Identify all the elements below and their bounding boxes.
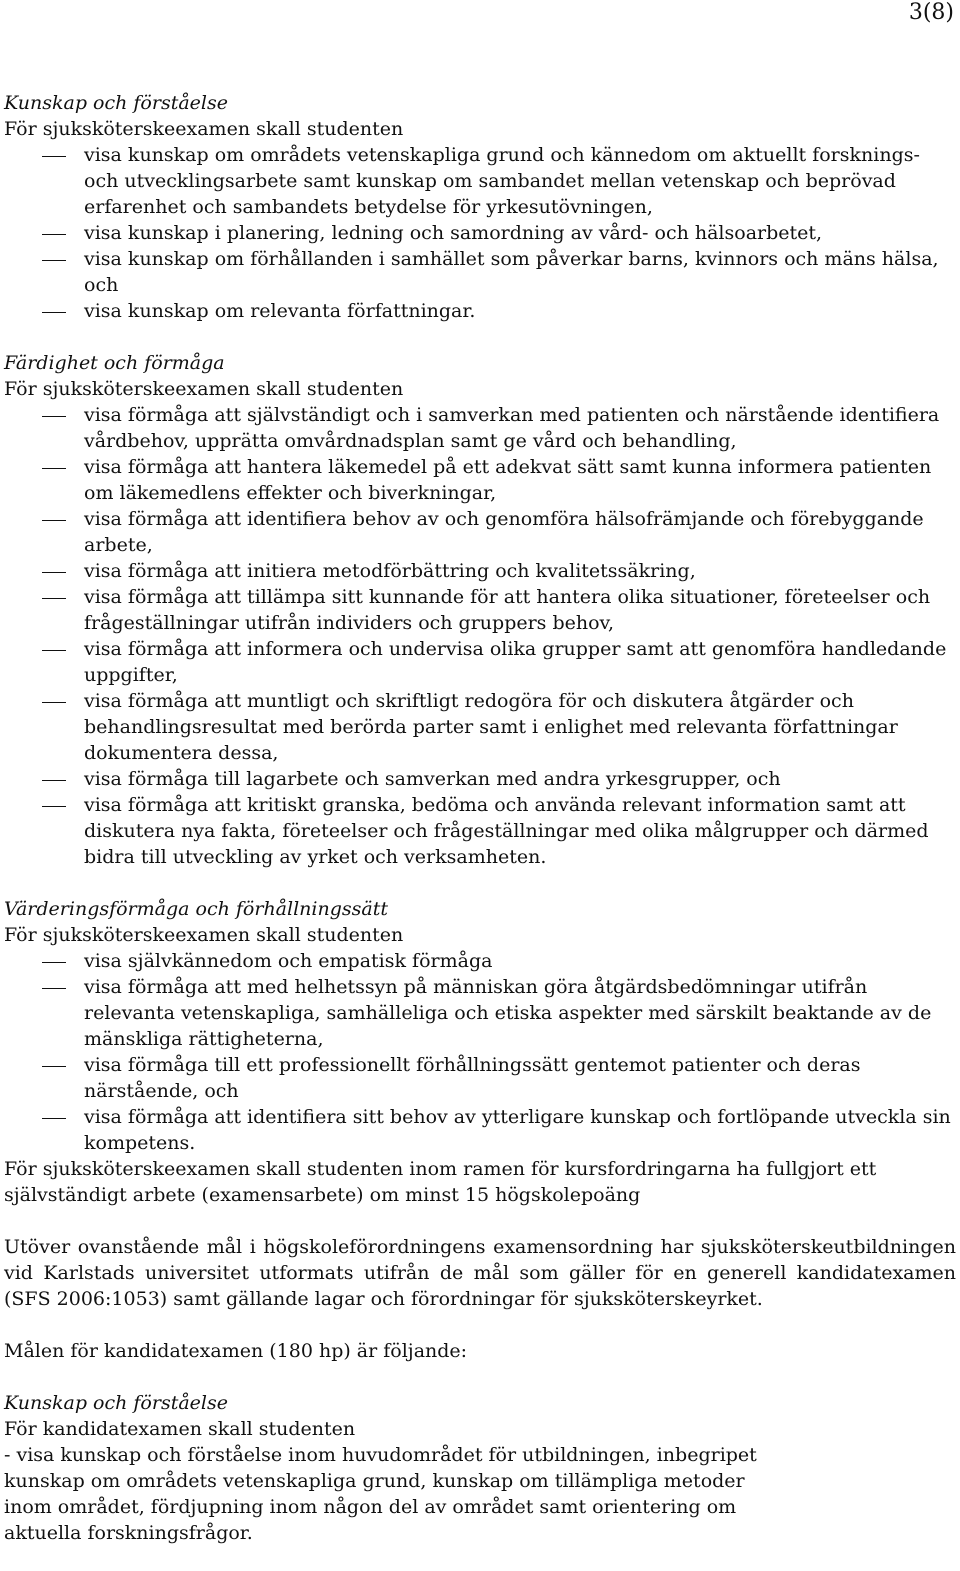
section-kandidat (4, 1390, 956, 1546)
dash-bullet (4, 974, 84, 1052)
text-line: - visa kunskap och förståelse inom huvudområdet för utbildningen, inbegripet (4, 1444, 757, 1466)
section-heading: Färdighet och förmåga (4, 352, 225, 374)
section-intro: För sjuksköterskeexamen skall studenten (4, 924, 404, 946)
text-line: kunskap om områdets vetenskapliga grund, kunskap om tillämpliga metoder (4, 1470, 745, 1492)
dash-bullet (4, 220, 84, 246)
goal-list (4, 402, 956, 870)
document-body (4, 90, 956, 1546)
goal-list (4, 948, 956, 1156)
list-item: visa självkännedom och empatisk förmåga (4, 948, 956, 974)
section-intro: För sjuksköterskeexamen skall studenten (4, 118, 404, 140)
goals-intro: Målen för kandidatexamen (180 hp) är följande: (4, 1340, 468, 1362)
dash-bullet (4, 766, 84, 792)
dash-bullet (4, 1052, 84, 1104)
body-paragraph: Utöver ovanstående mål i högskoleförordningens examensordning har sjuksköterskeutbildningen vid Karlstads universitet utformats utifrån de mål som gäller för en generell kandidatexamen (SFS 2006:1053) samt gällande lagar och förordningar för sjuksköterskeyrket. (4, 1236, 956, 1310)
section-heading: Värderingsförmåga och förhållningssätt (4, 898, 388, 920)
section-vardering (4, 896, 956, 1208)
list-item: visa förmåga att hantera läkemedel på ett adekvat sätt samt kunna informera patienten om läkemedlens effekter och biverkningar, (4, 454, 956, 506)
section-kunskap (4, 90, 956, 324)
list-item: visa förmåga att initiera metodförbättring och kvalitetssäkring, (4, 558, 956, 584)
dash-bullet (4, 688, 84, 766)
section-heading: Kunskap och förståelse (4, 1392, 228, 1414)
page-number: 3(8) (908, 0, 954, 25)
list-item: visa kunskap i planering, ledning och samordning av vård- och hälsoarbetet, (4, 220, 956, 246)
list-item: visa förmåga att informera och undervisa olika grupper samt att genomföra handledande uppgifter, (4, 636, 956, 688)
list-item: visa förmåga att tillämpa sitt kunnande för att hantera olika situationer, företeelser och frågeställningar utifrån individers och gruppers behov, (4, 584, 956, 636)
dash-bullet (4, 246, 84, 298)
dash-bullet (4, 558, 84, 584)
dash-bullet (4, 636, 84, 688)
list-item: visa förmåga att med helhetssyn på människan göra åtgärdsbedömningar utifrån relevanta vetenskapliga, samhälleliga och etiska aspekter med särskilt beaktande av de mänskliga rättigheterna, (4, 974, 956, 1052)
goal-list (4, 142, 956, 324)
list-item: visa förmåga att självständigt och i samverkan med patienten och närstående identifiera vårdbehov, upprätta omvårdnadsplan samt ge vård och behandling, (4, 402, 956, 454)
dash-bullet (4, 1104, 84, 1156)
list-item: visa förmåga till ett professionellt förhållningssätt gentemot patienter och deras närstående, och (4, 1052, 956, 1104)
dash-bullet (4, 142, 84, 220)
text-line: aktuella forskningsfrågor. (4, 1522, 253, 1544)
thesis-requirement: För sjuksköterskeexamen skall studenten inom ramen för kursfordringarna ha fullgjort ett självständigt arbete (examensarbete) om minst 15 högskolepoäng (4, 1158, 877, 1206)
list-item: visa förmåga till lagarbete och samverkan med andra yrkesgrupper, och (4, 766, 956, 792)
section-intro: För kandidatexamen skall studenten (4, 1418, 356, 1440)
list-item: visa förmåga att identifiera sitt behov av ytterligare kunskap och fortlöpande utveckla sin kompetens. (4, 1104, 956, 1156)
dash-bullet (4, 792, 84, 870)
list-item: visa förmåga att kritiskt granska, bedöma och använda relevant information samt att diskutera nya fakta, företeelser och frågeställningar med olika målgrupper och därmed bidra till utveckling av yrket och verksamheten. (4, 792, 956, 870)
dash-bullet (4, 584, 84, 636)
dash-bullet (4, 298, 84, 324)
list-item: visa förmåga att muntligt och skriftligt redogöra för och diskutera åtgärder och behandlingsresultat med berörda parter samt i enlighet med relevanta författningar dokumentera dessa, (4, 688, 956, 766)
list-item: visa kunskap om förhållanden i samhället som påverkar barns, kvinnors och mäns hälsa, och (4, 246, 956, 298)
list-item: visa kunskap om relevanta författningar. (4, 298, 956, 324)
section-fardighet (4, 350, 956, 870)
dash-bullet (4, 506, 84, 558)
list-item: visa kunskap om områdets vetenskapliga grund och kännedom om aktuellt forsknings- och utvecklingsarbete samt kunskap om sambandet mellan vetenskap och beprövad erfarenhet och sambandets betydelse för yrkesutövningen, (4, 142, 956, 220)
dash-bullet (4, 402, 84, 454)
section-intro: För sjuksköterskeexamen skall studenten (4, 378, 404, 400)
dash-bullet (4, 948, 84, 974)
text-line: inom området, fördjupning inom någon del av området samt orientering om (4, 1496, 737, 1518)
section-heading: Kunskap och förståelse (4, 92, 228, 114)
list-item: visa förmåga att identifiera behov av och genomföra hälsofrämjande och förebyggande arbete, (4, 506, 956, 558)
dash-bullet (4, 454, 84, 506)
